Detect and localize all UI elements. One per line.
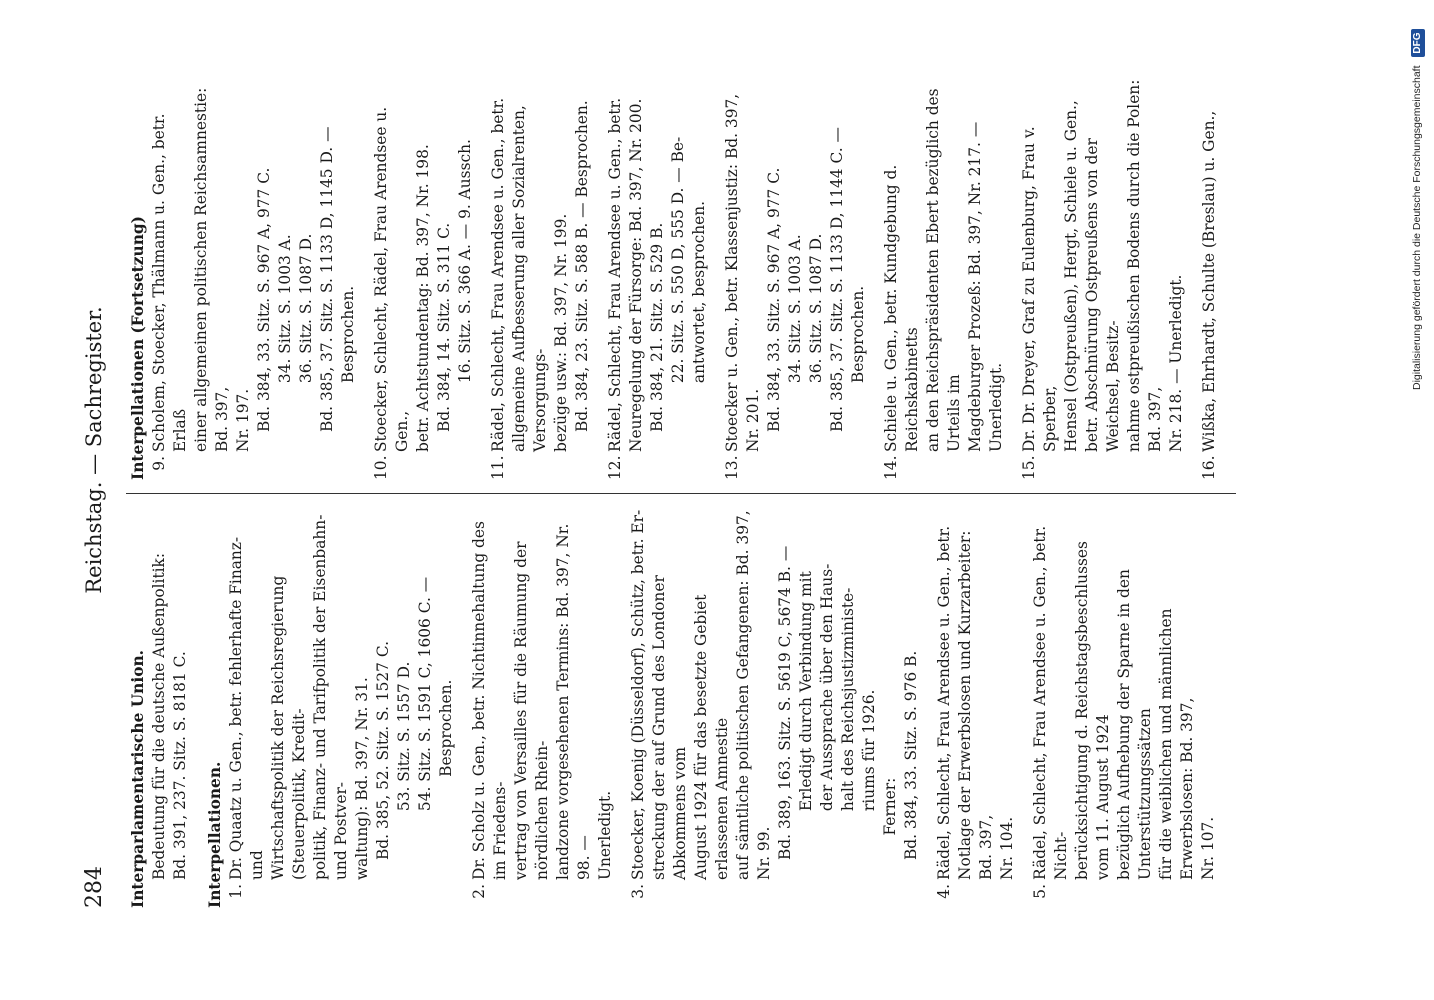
entry-number: 5. xyxy=(1031,884,1049,899)
entry-text-line: bezüglich Aufhebung der Sparne in den Unterstützungssätzen xyxy=(1115,569,1154,880)
entry-number: 10. xyxy=(372,455,390,480)
entry-text-line: bezüge usw.: Bd. 397, Nr. 199. xyxy=(552,213,570,452)
interpellation-entry xyxy=(1199,78,1218,480)
stamp-text: Digitalisierung gefördert durch die Deutsche Forschungsgemeinschaft xyxy=(1411,65,1423,390)
union-line: Bedeutung für die deutsche Außenpolitik: xyxy=(150,552,168,880)
entry-number: 1. xyxy=(227,884,245,899)
union-section xyxy=(128,506,191,908)
entry-reference: Besprochen. xyxy=(437,679,455,860)
interpellation-entry xyxy=(488,78,593,480)
entry-text-line: allgemeine Aufbesserung aller Sozialrenten, Versorgungs- xyxy=(510,105,549,452)
entry-reference: Bd. 384, 33. Sitz. S. 967 A, 977 C. xyxy=(255,167,273,432)
entry-text-line: Rädel, Schlecht, Frau Arendsee u. Gen., betr. xyxy=(489,97,507,452)
left-entries xyxy=(226,506,1218,908)
entry-text-line: auf sämtliche politischen Gefangenen: Bd. 397, Nr. 99. xyxy=(734,510,773,880)
interpellations-heading: Interpellationen. xyxy=(206,761,224,908)
entry-text-line: Rädel, Schlecht, Frau Arendsee u. Gen., betr. xyxy=(606,97,624,452)
continuation-heading: Interpellationen (Fortsetzung) xyxy=(129,216,147,480)
entry-text-line: nahme ostpreußischen Bodens durch die Polen: Bd. 397, xyxy=(1125,79,1164,452)
entry-text-line: politik, Finanz- und Tarifpolitik der Eisenbahn- und Postver- xyxy=(311,514,350,880)
entry-text-line: Nr. 107. xyxy=(1199,816,1217,880)
page-number: 284 xyxy=(82,866,107,908)
entry-reference: Bd. 385, 52. Sitz. S. 1527 C. xyxy=(374,641,392,860)
running-title: Reichstag. — Sachregister. xyxy=(82,306,106,594)
entry-reference: 34. Sitz. S. 1003 A. xyxy=(276,234,294,432)
entry-text-line: Schiele u. Gen., betr. Kundgebung d. Reichskabinetts xyxy=(882,164,921,452)
entry-text-line: betr. Abschnürung Ostpreußens von der Weichsel, Besitz- xyxy=(1083,138,1122,452)
entry-reference: Bd. 385, 37. Sitz. S. 1133 D, 1144 C. — xyxy=(828,127,846,432)
entry-number: 13. xyxy=(723,455,741,480)
entry-number: 3. xyxy=(629,884,647,899)
entry-text-line: Nr. 197. xyxy=(234,388,252,452)
entry-reference: Bd. 385, 37. Sitz. S. 1133 D, 1145 D. — xyxy=(318,126,336,432)
entry-text-line: Stoecker, Koenig (Düsseldorf), Schütz, betr. Er- xyxy=(629,509,647,880)
entry-text-line: einer allgemeinen politischen Reichsamnestie: Bd. 397, xyxy=(192,87,231,452)
interpellation-entry xyxy=(881,78,1007,480)
entry-reference: der Aussprache über den Haus- xyxy=(818,563,836,860)
entry-reference: Ferner: xyxy=(881,777,899,860)
entry-number: 14. xyxy=(882,455,900,480)
entry-text-line: Rädel, Schlecht, Frau Arendsee u. Gen., betr. Nicht- xyxy=(1031,525,1070,880)
left-column xyxy=(128,506,1218,908)
entry-text-line: waltung): Bd. 397, Nr. 31. xyxy=(353,677,371,880)
entry-reference: Besprochen. xyxy=(339,285,357,432)
entry-text-line: Dr. Scholz u. Gen., betr. Nichtinnehaltung des im Friedens- xyxy=(470,521,509,880)
entry-text-line: Dr. Dr. Dreyer, Graf zu Eulenburg, Frau v. Sperber, xyxy=(1020,126,1059,452)
entry-text-line: betr. Achtstundentag: Bd. 397, Nr. 198. xyxy=(414,144,432,452)
entry-number: 11. xyxy=(489,455,507,480)
page-header xyxy=(82,0,112,1000)
entry-reference: 34. Sitz. S. 1003 A. xyxy=(786,234,804,432)
interpellation-entry xyxy=(628,506,922,908)
entry-reference: riums für 1926. xyxy=(860,689,878,860)
entry-reference: 36. Sitz. S. 1087 D. xyxy=(807,233,825,432)
entry-text-line: Neuregelung der Fürsorge: Bd. 397, Nr. 200. xyxy=(627,98,645,452)
entry-reference: 36. Sitz. S. 1087 D. xyxy=(297,233,315,432)
interpellation-entry xyxy=(149,78,359,480)
dfg-logo: DFG xyxy=(1411,29,1425,56)
union-heading: Interparlamentarische Union. xyxy=(129,649,147,908)
entry-text-line: Dr. Quaatz u. Gen., betr. fehlerhafte Finanz- und xyxy=(227,536,266,880)
entry-reference: 53. Sitz. S. 1557 D. xyxy=(395,661,413,860)
interpellation-entry xyxy=(469,506,616,908)
entry-reference: Bd. 389, 163. Sitz. S. 5619 C, 5674 B. — xyxy=(776,545,794,860)
entry-reference: 54. Sitz. S. 1591 C, 1606 C. — xyxy=(416,576,434,860)
entry-number: 9. xyxy=(150,456,168,471)
digitization-stamp xyxy=(1403,10,1431,390)
interpellation-entry xyxy=(1030,506,1218,908)
entry-text-line: Nr. 218. — Unerledigt. xyxy=(1167,274,1185,452)
entry-text-line: Nr. 104. xyxy=(998,816,1016,880)
interpellation-entry xyxy=(934,506,1018,908)
entry-text-line: Wißka, Ehrhardt, Schulte (Breslau) u. Gen., xyxy=(1200,110,1218,452)
entry-text-line: August 1924 für das besetzte Gebiet erlassenen Amnestie xyxy=(692,594,731,880)
entry-reference: antwortet, besprochen. xyxy=(690,200,708,432)
right-column xyxy=(128,78,1218,480)
entry-reference: Bd. 384, 23. Sitz. S. 588 B. — Besprochen. xyxy=(573,100,591,432)
interpellation-entry xyxy=(1019,78,1187,480)
entry-text-line: vertrag von Versailles für die Räumung der nördlichen Rhein- xyxy=(512,541,551,880)
right-entries xyxy=(149,78,1218,480)
entry-text-line: Scholem, Stoecker, Thälmann u. Gen., betr. Erlaß xyxy=(150,113,189,452)
entry-reference: Bd. 384, 33. Sitz. S. 967 A, 977 C. xyxy=(765,167,783,432)
entry-text-line: streckung der auf Grund des Londoner Abkommens vom xyxy=(650,575,689,880)
entry-reference: halt des Reichsjustizministe- xyxy=(839,587,857,860)
entry-text-line: für die weiblichen und männlichen Erwerbslosen: Bd. 397, xyxy=(1157,608,1196,880)
entry-text-line: berücksichtigung d. Reichstagsbeschlusses vom 11. August 1924 xyxy=(1073,541,1112,880)
entry-text-line: Rädel, Schlecht, Frau Arendsee u. Gen., betr. xyxy=(935,525,953,880)
entry-text-line: an den Reichspräsidenten Ebert bezüglich des Urteils im xyxy=(924,88,963,452)
entry-reference: Bd. 384, 21. Sitz. S. 529 B. xyxy=(648,222,666,432)
entry-reference: 22. Sitz. S. 550 D, 555 D. — Be- xyxy=(669,136,687,432)
entry-reference: Besprochen. xyxy=(849,285,867,432)
entry-reference: 16. Sitz. S. 366 A. — 9. Aussch. xyxy=(456,139,474,432)
entry-text-line: Stoecker, Schlecht, Rädel, Frau Arendsee u. Gen., xyxy=(372,106,411,452)
interpellation-entry xyxy=(605,78,710,480)
entry-number: 16. xyxy=(1200,455,1218,480)
entry-text-line: Notlage der Erwerbslosen und Kurzarbeiter: Bd. 397, xyxy=(956,530,995,880)
interpellation-entry xyxy=(226,506,457,908)
entry-reference: Bd. 384, 33. Sitz. S. 976 B. xyxy=(902,650,920,860)
interpellation-entry xyxy=(722,78,869,480)
entry-text-line: Magdeburger Prozeß: Bd. 397, Nr. 217. — Unerledigt. xyxy=(966,121,1005,452)
interpellation-entry xyxy=(371,78,476,480)
entry-text-line: landzone vorgesehenen Termins: Bd. 397, Nr. 98. — xyxy=(554,523,593,880)
entry-text-line: Stoecker u. Gen., betr. Klassenjustiz: Bd. 397, Nr. 201. xyxy=(723,93,762,452)
entry-number: 12. xyxy=(606,455,624,480)
column-divider xyxy=(126,493,1236,494)
entry-text-line: Hensel (Ostpreußen), Hergt, Schiele u. Gen., xyxy=(1062,100,1080,452)
entry-reference: Erledigt durch Verbindung mit xyxy=(797,571,815,860)
entry-number: 4. xyxy=(935,884,953,899)
entry-reference: Bd. 384, 14. Sitz. S. 311 C. xyxy=(435,222,453,432)
entry-number: 15. xyxy=(1020,455,1038,480)
entry-number: 2. xyxy=(470,884,488,899)
union-ref: Bd. 391, 237. Sitz. S. 8181 C. xyxy=(171,651,189,880)
entry-text-line: Unerledigt. xyxy=(596,790,614,880)
entry-text-line: Wirtschaftspolitik der Reichsregierung (Steuerpolitik, Kredit- xyxy=(269,575,308,880)
